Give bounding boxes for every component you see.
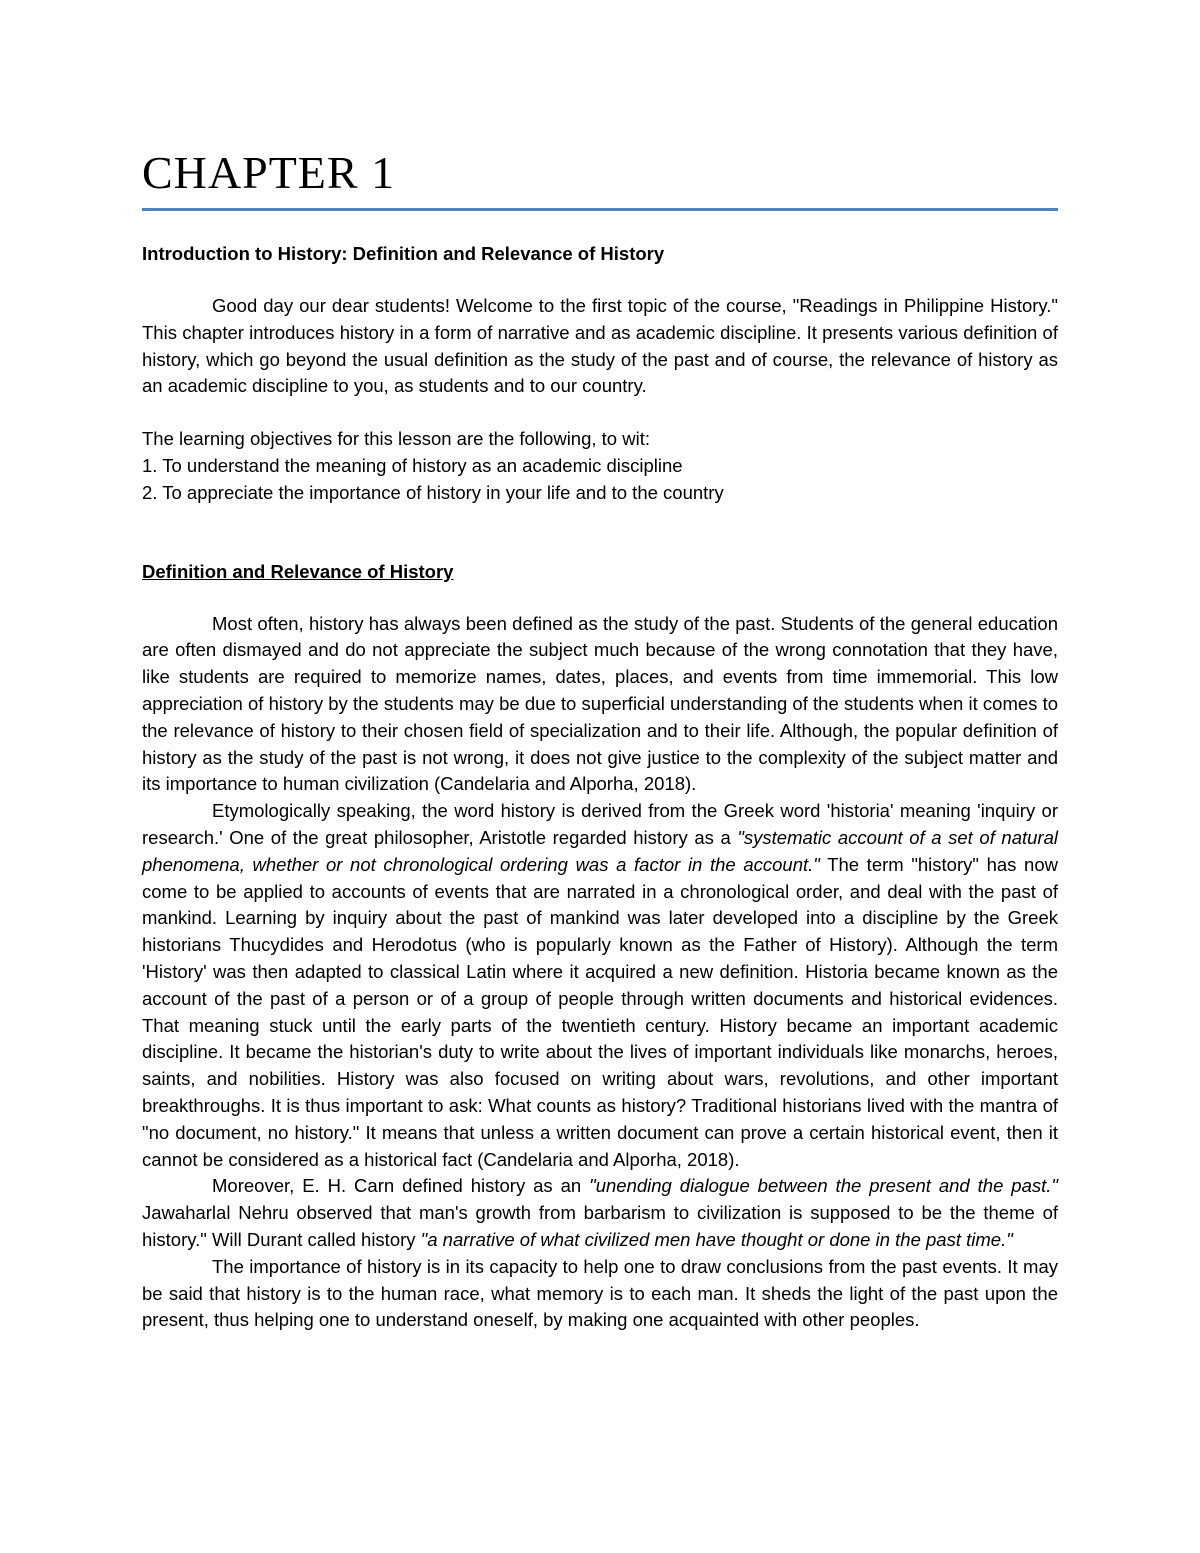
objectives-list [142, 426, 1058, 506]
p3-text-b: Jawaharlal Nehru observed that man's growth from barbarism to civilization is supposed to be the theme of history." Will Durant called history [142, 1202, 1058, 1250]
carr-quote: "unending dialogue between the present and the past." [589, 1175, 1058, 1197]
objective-item: 1. To understand the meaning of history as an academic discipline [142, 454, 683, 476]
body-paragraph-2 [142, 798, 1058, 1173]
title-rule [142, 208, 1058, 211]
body-paragraph-3 [142, 1173, 1058, 1253]
intro-paragraph: Good day our dear students! Welcome to the first topic of the course, "Readings in Philippine History." This chapter introduces history in a form of narrative and as academic discipline. It presents various definition of history, which go beyond the usual definition as the study of the past and of course, the relevance of history as an academic discipline to you, as students and to our country. [142, 295, 1058, 397]
p2-text-b: The term "history" has now come to be applied to accounts of events that are narrated in a chronological order, and deal with the past of mankind. Learning by inquiry about the past of mankind was later developed into a discipline by the Greek historians Thucydides and Herodotus (who is popularly known as the Father of History). Although the term 'History' was then adapted to classical Latin where it acquired a new definition. Historia became known as the account of the past of a person or of a group of people through written documents and historical evidences. That meaning stuck until the early parts of the twentieth century. History became an important academic discipline. It became the historian's duty to write about the lives of important individuals like monarchs, heroes, saints, and nobilities. History was also focused on writing about wars, revolutions, and other important breakthroughs. It is thus important to ask: What counts as history? Traditional historians lived with the mantra of "no document, no history." It means that unless a written document can prove a certain historical event, then it cannot be considered as a historical fact (Candelaria and Alporha, 2018). [142, 853, 1058, 1170]
p2-text-a: Etymologically speaking, the word history is derived from the Greek word 'historia' meaning 'inquiry or research.' One of the great philosopher, Aristotle regarded history as a [142, 800, 1058, 848]
chapter-title: CHAPTER 1 [142, 147, 396, 198]
body-paragraph-1: Most often, history has always been defined as the study of the past. Students of the general education are often dismayed and do not appreciate the subject much because of the wrong connotation that they have, like students are required to memorize names, dates, places, and events from time immemorial. This low appreciation of history by the students may be due to superficial understanding of the students when it comes to the relevance of history to their chosen field of specialization and to their life. Although, the popular definition of history as the study of the past is not wrong, it does not give justice to the complexity of the subject matter and its importance to human civilization (Candelaria and Alporha, 2018). [142, 612, 1058, 795]
lesson-subtitle: Introduction to History: Definition and Relevance of History [142, 243, 665, 264]
body-paragraph-4: The importance of history is in its capacity to help one to draw conclusions from the past events. It may be said that history is to the human race, what memory is to each man. It sheds the light of the past upon the present, thus helping one to understand oneself, by making one acquainted with other peoples. [142, 1255, 1058, 1331]
durant-quote: "a narrative of what civilized men have thought or done in the past time." [420, 1228, 1013, 1250]
aristotle-quote: "systematic account of a set of natural phenomena, whether or not chronological ordering was a factor in the account." [142, 826, 1058, 875]
objective-item: 2. To appreciate the importance of history in your life and to the country [142, 481, 724, 503]
p3-text-a: Moreover, E. H. Carn defined history as an [212, 1175, 590, 1197]
section-heading: Definition and Relevance of History [142, 560, 454, 582]
document-page [142, 140, 1058, 1334]
objectives-lead: The learning objectives for this lesson are the following, to wit: [142, 428, 650, 450]
